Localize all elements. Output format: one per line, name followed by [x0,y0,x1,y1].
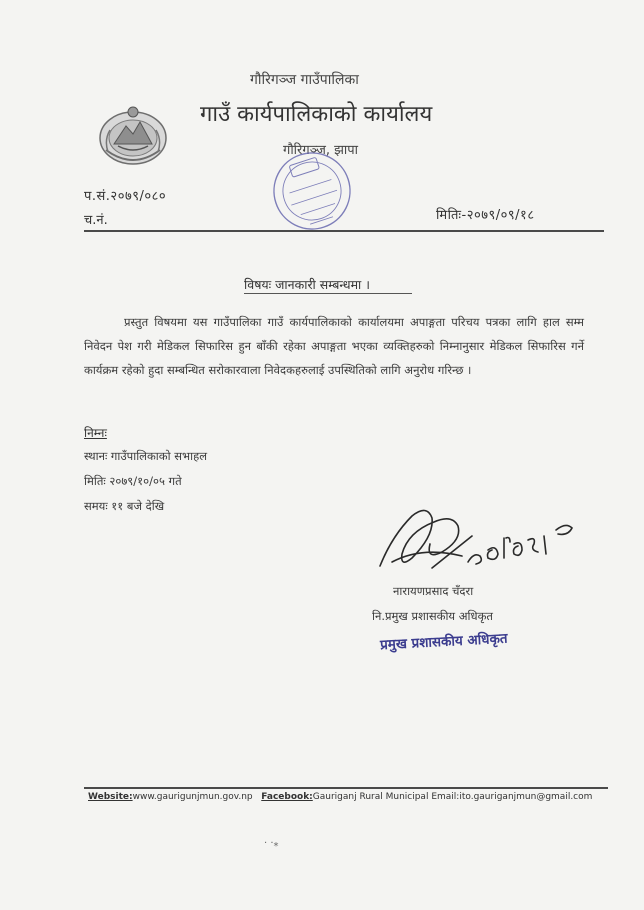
office-name: गाउँ कार्यपालिकाको कार्यालय [200,102,433,127]
event-date: मितिः २०७९/१०/०५ गते [84,474,182,488]
facebook-label: Facebook: [261,792,313,802]
event-place: स्थानः गाउँपालिकाको सभाहल [84,449,207,463]
event-time: समयः ११ बजे देखि [84,499,165,513]
signer-name: नारायणप्रसाद चँदरा [393,584,474,598]
website-label: Website: [88,792,133,802]
office-round-stamp [270,146,354,236]
details-heading: निम्नः [84,426,107,440]
footer-divider [84,787,608,789]
office-location: गौरिगञ्ज, झापा [283,143,359,158]
subject-line: विषयः जानकारी सम्बन्धमा । [244,277,370,292]
header-divider [84,230,604,232]
reference-number: प.सं.२०७९/०८० [84,189,167,204]
handwritten-signature [372,496,582,576]
body-paragraph: प्रस्तुत विषयमा यस गाउँपालिका गाउँ कार्यपालिकाको कार्यालयमा अपाङ्गता परिचय पत्रका लागि हाल सम्म निवेदन पेश गरी मेडिकल सिफारिस हुन बाँकी रहेका अपाङ्गता भएका व्यक्तिहरुको निम्नानुसार मेडिकल सिफारिस गर्ने कार्यक्रम रहेको हुदा सम्बन्धित सरोकारवाला निवेदकहरुलाई उपस्थितिको लागि अनुरोध गरिन्छ । [84,315,584,377]
letter-date: मितिः-२०७९/०९/१८ [436,208,535,223]
nepal-emblem-seal [96,100,170,168]
signer-title: नि.प्रमुख प्रशासकीय अधिकृत [372,609,493,623]
signer-title-stamp: प्रमुख प्रशासकीय अधिकृत [379,630,508,654]
website-link[interactable]: www.gaurigunjmun.gov.np [132,792,253,802]
email-link[interactable]: ito.gauriganjmun@gmail.com [459,792,593,802]
dispatch-number-label: च.नं. [84,213,108,228]
scan-speck: · ·⁎ [264,838,279,849]
email-label: Email: [431,792,460,802]
facebook-link[interactable]: Gauriganj Rural Municipal [312,792,429,802]
municipality-name: गौरिगञ्ज गाउँपालिका [250,72,359,88]
subject-underline [244,293,412,294]
footer-contact [88,792,592,802]
